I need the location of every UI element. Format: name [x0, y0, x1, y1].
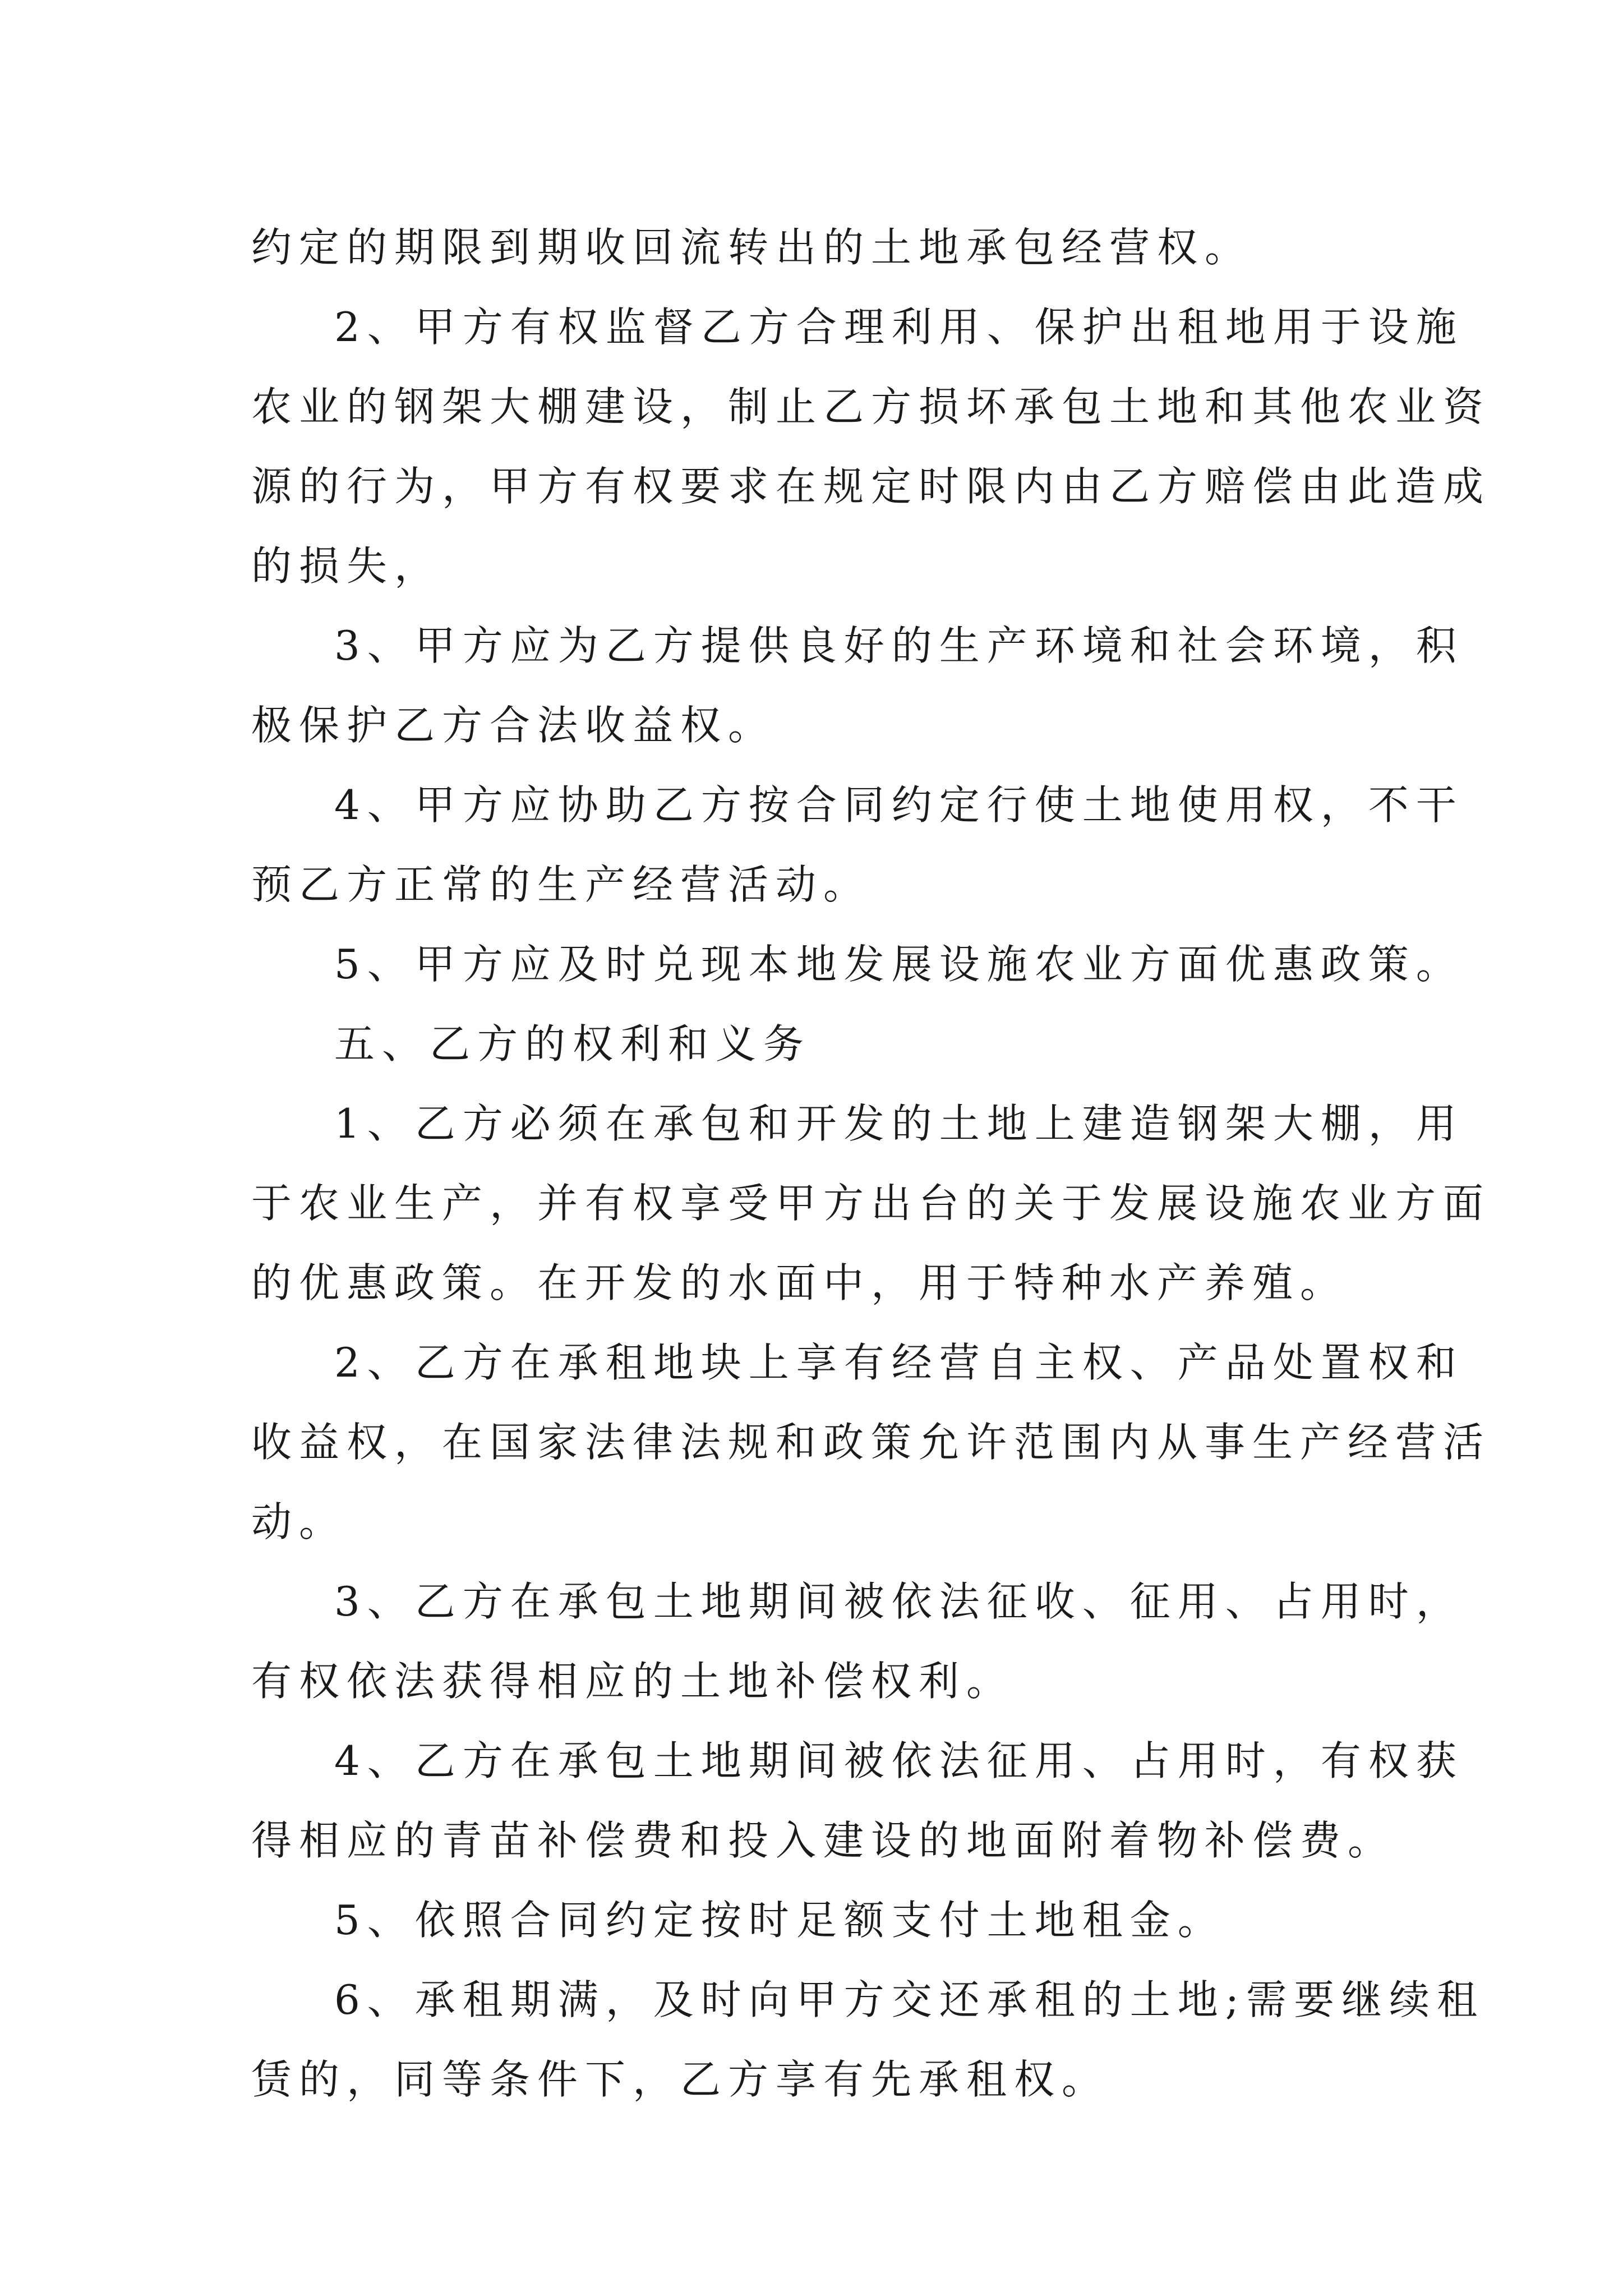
text-line: 的损失，	[251, 542, 442, 590]
text-line: 5、依照合同约定按时足额支付土地租金。	[334, 1897, 1225, 1944]
text-line: 3、乙方在承包土地期间被依法征收、征用、占用时，	[334, 1578, 1464, 1625]
text-line: 得相应的青苗补偿费和投入建设的地面附着物补偿费。	[251, 1817, 1396, 1864]
text-line: 收益权，在国家法律法规和政策允许范围内从事生产经营活	[251, 1419, 1491, 1466]
text-line: 的优惠政策。在开发的水面中，用于特种水产养殖。	[251, 1259, 1348, 1306]
text-line: 源的行为，甲方有权要求在规定时限内由乙方赔偿由此造成	[251, 463, 1491, 510]
text-line: 预乙方正常的生产经营活动。	[251, 861, 872, 908]
text-line: 5、甲方应及时兑现本地发展设施农业方面优惠政策。	[334, 941, 1464, 988]
text-line: 3、甲方应为乙方提供良好的生产环境和社会环境，积	[334, 622, 1464, 669]
text-line: 1、乙方必须在承包和开发的土地上建造钢架大棚，用	[334, 1100, 1464, 1147]
text-line: 6、承租期满，及时向甲方交还承租的土地;需要继续租	[334, 1976, 1485, 2023]
text-line: 有权依法获得相应的土地补偿权利。	[251, 1658, 1015, 1705]
text-line: 农业的钢架大棚建设，制止乙方损坏承包土地和其他农业资	[251, 383, 1491, 430]
text-line: 约定的期限到期收回流转出的土地承包经营权。	[251, 224, 1253, 271]
section-heading: 五、乙方的权利和义务	[334, 1020, 811, 1068]
text-line: 2、甲方有权监督乙方合理利用、保护出租地用于设施	[334, 303, 1464, 351]
text-line: 动。	[251, 1498, 347, 1545]
text-line: 极保护乙方合法收益权。	[251, 702, 776, 749]
text-line: 赁的，同等条件下，乙方享有先承租权。	[251, 2056, 1110, 2103]
text-line: 于农业生产，并有权享受甲方出台的关于发展设施农业方面	[251, 1180, 1491, 1227]
text-line: 2、乙方在承租地块上享有经营自主权、产品处置权和	[334, 1339, 1464, 1386]
document-body	[251, 208, 1491, 2119]
text-line: 4、乙方在承包土地期间被依法征用、占用时，有权获	[334, 1737, 1464, 1784]
text-line: 4、甲方应协助乙方按合同约定行使土地使用权，不干	[334, 781, 1464, 829]
